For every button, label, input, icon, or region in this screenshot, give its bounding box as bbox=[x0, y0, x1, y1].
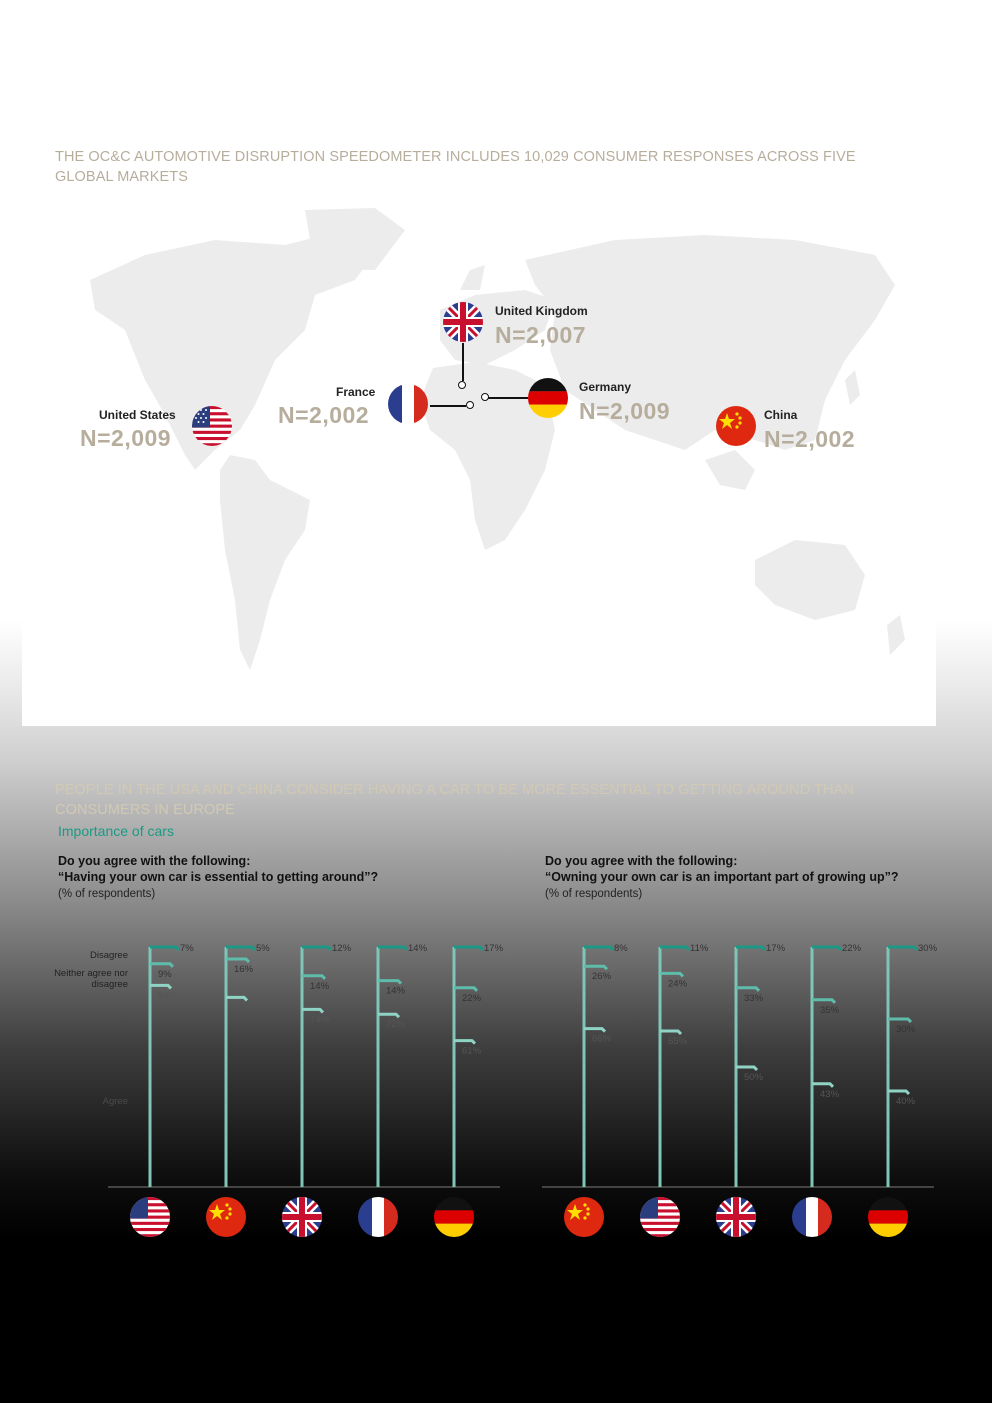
germany-connector bbox=[488, 397, 528, 399]
chart-1-tick-disagree-0 bbox=[150, 947, 179, 950]
chart-1-label-disagree-2: 12% bbox=[332, 943, 352, 954]
chart-1-label-neither-1: 16% bbox=[234, 964, 254, 975]
china-flag-icon bbox=[206, 1197, 246, 1237]
us-n: N=2,009 bbox=[80, 425, 172, 451]
map-section-title: THE OC&C AUTOMOTIVE DISRUPTION SPEEDOMETER INCLUDES 10,029 CONSUMER RESPONSES ACROSS FIVE GLOBAL MARKETS bbox=[55, 149, 856, 185]
question-2-title: Do you agree with the following: bbox=[545, 854, 738, 868]
chart-1-label-agree-4: 61% bbox=[462, 1045, 482, 1057]
chart-1-tick-neither-2 bbox=[302, 976, 325, 979]
germany-connector-dot bbox=[481, 393, 489, 401]
chart-1-tick-agree-4 bbox=[454, 1041, 475, 1044]
chart-1-label-agree-0: 84% bbox=[158, 990, 178, 1002]
france-connector-dot bbox=[466, 401, 474, 409]
chart-growing-up bbox=[542, 930, 942, 1200]
us-flag-icon bbox=[640, 1197, 680, 1237]
germany-name: Germany bbox=[579, 380, 632, 394]
question-1-text: “Having your own car is essential to getting around”? bbox=[58, 870, 379, 884]
france-flag-icon bbox=[358, 1197, 398, 1237]
chart-2-label-neither-3: 35% bbox=[820, 1004, 840, 1016]
germany-n: N=2,009 bbox=[579, 398, 671, 424]
uk-flag-icon bbox=[443, 302, 483, 342]
question-2-text: “Owning your own car is an important part of growing up”? bbox=[545, 870, 899, 884]
germany-flag-icon bbox=[434, 1197, 474, 1237]
legend-agree: Agree bbox=[102, 1096, 128, 1107]
chart-2-label-agree-2: 50% bbox=[744, 1072, 764, 1083]
question-2-note: (% of respondents) bbox=[545, 888, 643, 900]
chart-2-tick-agree-1 bbox=[660, 1031, 681, 1034]
france-name: France bbox=[336, 385, 376, 399]
chart-2-tick-agree-0 bbox=[584, 1029, 605, 1032]
chart-2-tick-disagree-4 bbox=[888, 947, 917, 950]
china-n: N=2,002 bbox=[764, 426, 856, 452]
chart-2-label-neither-1: 24% bbox=[668, 978, 688, 990]
uk-name: United Kingdom bbox=[495, 304, 588, 318]
chart-2-label-disagree-2: 17% bbox=[766, 943, 786, 954]
uk-n: N=2,007 bbox=[495, 322, 587, 348]
france-n: N=2,002 bbox=[278, 402, 370, 428]
chart-1-tick-neither-0 bbox=[150, 964, 173, 967]
chart-2-tick-agree-2 bbox=[736, 1067, 757, 1070]
chart-2-label-agree-0: 66% bbox=[592, 1033, 612, 1045]
chart-1-tick-disagree-3 bbox=[378, 947, 407, 950]
question-1 bbox=[58, 853, 378, 902]
chart-1-label-disagree-0: 7% bbox=[180, 943, 194, 954]
question-1-title: Do you agree with the following: bbox=[58, 854, 251, 868]
chart-2-tick-neither-4 bbox=[888, 1019, 911, 1022]
uk-connector-dot bbox=[458, 381, 466, 389]
uk-connector bbox=[462, 343, 464, 381]
france-flag-icon bbox=[792, 1197, 832, 1237]
chart-2-label-neither-2: 33% bbox=[744, 992, 764, 1004]
chart-1-label-neither-4: 22% bbox=[462, 992, 482, 1004]
us-flag-icon bbox=[130, 1197, 170, 1237]
chart-2-tick-disagree-3 bbox=[812, 947, 841, 950]
us-name: United States bbox=[99, 408, 176, 422]
chart-1-tick-neither-4 bbox=[454, 988, 477, 991]
chart-2-tick-disagree-2 bbox=[736, 947, 765, 950]
chart-1-tick-agree-2 bbox=[302, 1009, 323, 1012]
chart-2-label-disagree-4: 30% bbox=[918, 943, 938, 954]
chart-1-label-disagree-1: 5% bbox=[256, 943, 270, 954]
question-2 bbox=[545, 853, 898, 902]
france-connector bbox=[430, 405, 466, 407]
cars-section-title: PEOPLE IN THE USA AND CHINA CONSIDER HAVING A CAR TO BE MORE ESSENTIAL TO GETTING AROUND THAN CONSUMERS IN EUROPE bbox=[55, 782, 854, 818]
chart-1-label-neither-3: 14% bbox=[386, 985, 406, 997]
chart-1-label-neither-0: 9% bbox=[158, 968, 172, 980]
chart-2-tick-disagree-0 bbox=[584, 947, 613, 950]
chart-1-label-agree-2: 74% bbox=[310, 1014, 330, 1026]
chart-2-label-agree-4: 40% bbox=[896, 1096, 916, 1107]
chart-1-label-disagree-3: 14% bbox=[408, 943, 428, 954]
chart-1-label-agree-1: 78% bbox=[234, 1002, 254, 1014]
germany-flag-icon bbox=[868, 1197, 908, 1237]
chart-essential-getting-around bbox=[108, 930, 508, 1200]
chart-1-tick-agree-3 bbox=[378, 1014, 399, 1017]
chart-2-tick-neither-3 bbox=[812, 1000, 835, 1003]
legend-neither: Neither agree nor disagree bbox=[54, 968, 128, 990]
chart-1-tick-agree-1 bbox=[226, 997, 247, 1000]
chart-1-tick-agree-0 bbox=[150, 985, 171, 988]
chart-1-label-agree-3: 72% bbox=[386, 1019, 406, 1031]
chart-2-tick-disagree-1 bbox=[660, 947, 689, 950]
chart-2-label-agree-3: 43% bbox=[820, 1088, 840, 1100]
chart-2-label-neither-0: 26% bbox=[592, 971, 612, 983]
chart-2-tick-neither-2 bbox=[736, 988, 759, 991]
chart-2-tick-neither-0 bbox=[584, 966, 607, 969]
question-1-note: (% of respondents) bbox=[58, 888, 156, 900]
chart-2-label-disagree-0: 8% bbox=[614, 943, 628, 954]
chart-2-label-agree-1: 65% bbox=[668, 1036, 688, 1047]
france-flag-icon bbox=[388, 384, 428, 424]
legend-disagree: Disagree bbox=[89, 950, 128, 961]
chart-2-label-neither-4: 30% bbox=[896, 1024, 916, 1035]
chart-2-label-disagree-1: 11% bbox=[690, 943, 709, 954]
chart-2-tick-neither-1 bbox=[660, 973, 683, 976]
china-name: China bbox=[764, 408, 798, 422]
germany-flag-icon bbox=[528, 378, 568, 418]
world-map bbox=[55, 200, 935, 720]
china-flag-icon bbox=[716, 406, 756, 446]
chart-1-tick-disagree-2 bbox=[302, 947, 331, 950]
chart-2-label-disagree-3: 22% bbox=[842, 943, 862, 954]
us-flag-icon bbox=[192, 406, 232, 446]
uk-flag-icon bbox=[716, 1197, 756, 1237]
chart-1-tick-neither-3 bbox=[378, 981, 401, 984]
chart-2-tick-agree-3 bbox=[812, 1084, 833, 1087]
uk-flag-icon bbox=[282, 1197, 322, 1237]
chart-1-tick-neither-1 bbox=[226, 959, 249, 962]
cars-section-subtitle: Importance of cars bbox=[58, 823, 174, 839]
china-flag-icon bbox=[564, 1197, 604, 1237]
chart-2-tick-agree-4 bbox=[888, 1091, 909, 1094]
chart-1-tick-disagree-1 bbox=[226, 947, 255, 950]
chart-1-label-disagree-4: 17% bbox=[484, 943, 504, 954]
chart-1-label-neither-2: 14% bbox=[310, 980, 330, 992]
chart-1-tick-disagree-4 bbox=[454, 947, 483, 950]
